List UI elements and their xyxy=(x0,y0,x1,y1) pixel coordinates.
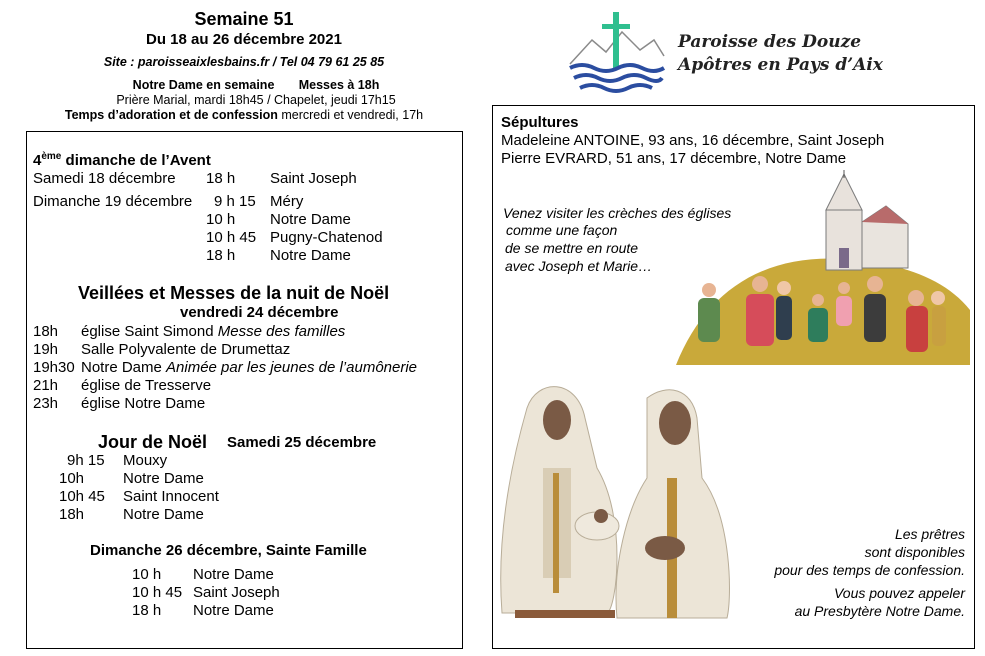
confession-line: au Presbytère Notre Dame. xyxy=(794,603,965,619)
logo-line-1: Paroisse des Douze xyxy=(678,32,862,52)
vigil-row-time: 19h xyxy=(33,341,59,358)
christmas-row-time: 10h 45 xyxy=(59,488,105,505)
family-row-time: 18 h xyxy=(132,602,162,619)
vigil-row-place: Salle Polyvalente de Drumettaz xyxy=(81,341,291,358)
adoration-line xyxy=(0,108,488,122)
advent-row-day: Dimanche 19 décembre xyxy=(33,193,193,210)
burials-title: Sépultures xyxy=(501,114,579,131)
family-title: Dimanche 26 décembre, Sainte Famille xyxy=(90,542,367,559)
christmas-date: Samedi 25 décembre xyxy=(227,434,377,451)
advent-title: 4ème dimanche de l’Avent xyxy=(33,151,211,169)
family-row-place: Notre Dame xyxy=(193,602,274,619)
advent-row-place: Notre Dame xyxy=(270,211,351,228)
burial-entry: Madeleine ANTOINE, 93 ans, 16 décembre, Saint Joseph xyxy=(501,132,885,149)
adoration-label: Temps d’adoration et de confession xyxy=(64,108,278,122)
prayer-line: Prière Marial, mardi 18h45 / Chapelet, jeudi 17h15 xyxy=(116,93,396,107)
adoration-times: mercredi et vendredi, 17h xyxy=(281,108,424,122)
advent-row-time: 18 h xyxy=(206,247,236,264)
confession-line: Vous pouvez appeler xyxy=(833,585,965,601)
christmas-row-place: Notre Dame xyxy=(123,506,204,523)
creches-line: comme une façon xyxy=(506,222,618,238)
advent-row-time: 10 h xyxy=(206,211,236,228)
vigil-subtitle: vendredi 24 décembre xyxy=(180,304,339,321)
advent-row-time: 10 h 45 xyxy=(206,229,257,246)
family-row-time: 10 h xyxy=(132,566,162,583)
christmas-row-time: 10h xyxy=(59,470,85,487)
vigil-row-place: église de Tresserve xyxy=(81,377,212,394)
christmas-row-time: 9h 15 xyxy=(67,452,105,469)
confession-line: sont disponibles xyxy=(864,544,965,560)
christmas-row-place: Notre Dame xyxy=(123,470,204,487)
advent-row-time: 9 h 15 xyxy=(214,193,256,210)
vigil-row-place: Notre Dame Animée par les jeunes de l’aumônerie xyxy=(81,359,418,376)
logo-line-2: Apôtres en Pays d’Aix xyxy=(678,55,883,75)
advent-row-day: Samedi 18 décembre xyxy=(33,170,176,187)
family-row-time: 10 h 45 xyxy=(132,584,183,601)
vigil-row-time: 18h xyxy=(33,323,59,340)
advent-row-place: Saint Joseph xyxy=(270,170,357,187)
family-row-place: Saint Joseph xyxy=(193,584,280,601)
weekday-label: Notre Dame en semaine xyxy=(132,78,275,92)
advent-row-place: Méry xyxy=(270,193,304,210)
creches-line: Venez visiter les crèches des églises xyxy=(503,205,732,221)
christmas-title: Jour de Noël xyxy=(98,432,208,452)
weekday-masses xyxy=(0,78,512,92)
creches-line: avec Joseph et Marie… xyxy=(505,258,653,274)
parish-logo xyxy=(566,12,666,98)
christmas-row-time: 18h xyxy=(59,506,85,523)
christmas-row-place: Mouxy xyxy=(123,452,168,469)
family-row-place: Notre Dame xyxy=(193,566,274,583)
advent-row-place: Notre Dame xyxy=(270,247,351,264)
vigil-row-time: 19h30 xyxy=(33,359,75,376)
confession-line: pour des temps de confession. xyxy=(774,562,965,578)
vigil-row-time: 21h xyxy=(33,377,59,394)
site-contact[interactable]: Site : paroisseaixlesbains.fr / Tel 04 79 61 25 85 xyxy=(103,55,385,69)
week-dates: Du 18 au 26 décembre 2021 xyxy=(146,31,342,48)
weekday-masses-time: Messes à 18h xyxy=(298,78,380,92)
church-procession-illustration xyxy=(676,170,970,370)
vigil-row-time: 23h xyxy=(33,395,59,412)
week-title: Semaine 51 xyxy=(194,9,294,29)
vigil-row-place: église Saint Simond Messe des familles xyxy=(81,323,346,340)
burial-entry: Pierre EVRARD, 51 ans, 17 décembre, Notre Dame xyxy=(501,150,847,167)
vigil-title: Veillées et Messes de la nuit de Noël xyxy=(78,283,390,303)
creches-line: de se mettre en route xyxy=(505,240,639,256)
advent-row-time: 18 h xyxy=(206,170,236,187)
confession-line: Les prêtres xyxy=(894,526,965,542)
advent-row-place: Pugny-Chatenod xyxy=(270,229,383,246)
vigil-row-place: église Notre Dame xyxy=(81,395,206,412)
christmas-row-place: Saint Innocent xyxy=(123,488,219,505)
